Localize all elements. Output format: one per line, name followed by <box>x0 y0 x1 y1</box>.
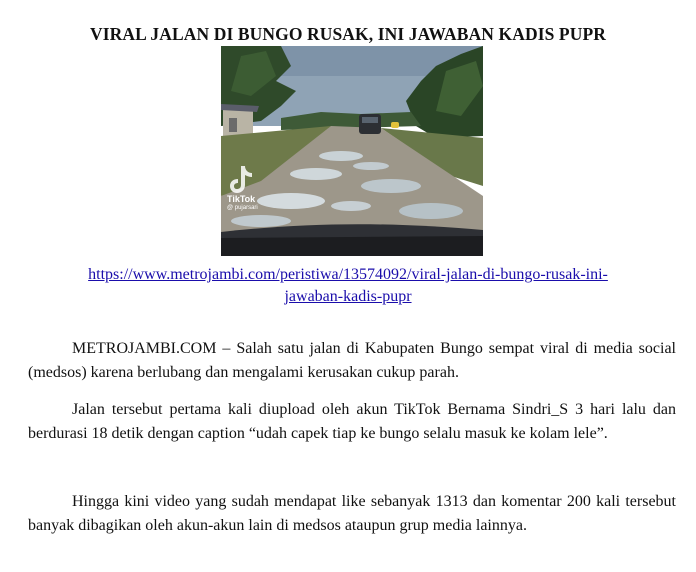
source-link-line1[interactable]: https://www.metrojambi.com/peristiwa/13574092/viral-jalan-di-bungo-rusak-ini- <box>88 266 608 283</box>
tiktok-user: @ pujarsari <box>227 205 258 211</box>
paragraph: Hingga kini video yang sudah mendapat like sebanyak 1313 dan komentar 200 kali tersebut banyak dibagikan oleh akun-akun lain di medsos ataupun grup media lainnya. <box>28 493 676 534</box>
road-photo <box>221 46 483 256</box>
source-link-line2[interactable]: jawaban-kadis-pupr <box>284 288 412 305</box>
tiktok-label: TikTok <box>227 194 256 204</box>
article-title: VIRAL JALAN DI BUNGO RUSAK, INI JAWABAN KADIS PUPR <box>90 24 606 44</box>
source-link[interactable] <box>40 264 656 308</box>
paragraph: Jalan tersebut pertama kali diupload oleh akun TikTok Bernama Sindri_S 3 hari lalu dan berdurasi 18 detik dengan caption “udah capek tiap ke bungo selalu masuk ke kolam lele”. <box>28 401 676 442</box>
paragraph: METROJAMBI.COM – Salah satu jalan di Kabupaten Bungo sempat viral di media social (medsos) karena berlubang dan mengalami kerusakan cukup parah. <box>28 340 676 381</box>
